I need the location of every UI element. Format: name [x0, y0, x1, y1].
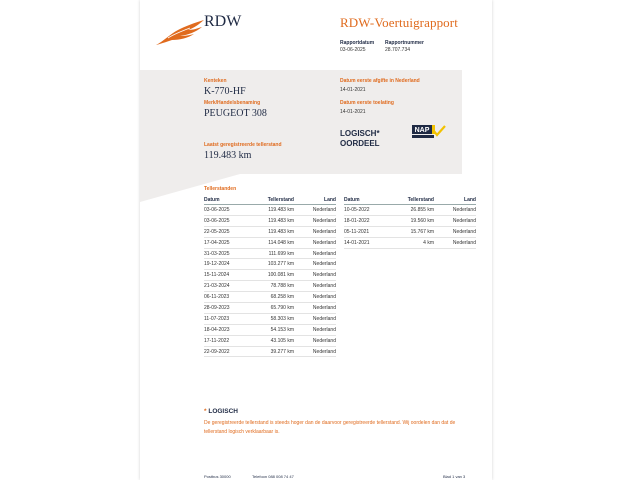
first-nl-label: Datum eerste afgifte in Nederland — [340, 78, 420, 84]
footer-postbus: Postbus 30000 — [204, 474, 231, 479]
table-row — [204, 205, 336, 216]
cell-km: 4 km — [392, 237, 434, 248]
cell-land: Nederland — [294, 226, 336, 237]
cell-date: 17-04-2025 — [204, 237, 252, 248]
col-date: Datum — [204, 195, 252, 205]
plate-value: K-770-HF — [204, 86, 246, 97]
footnote-asterisk: * — [204, 408, 207, 415]
first-admission-value: 14-01-2021 — [340, 109, 366, 115]
odometer-title: Tellerstanden — [204, 186, 237, 192]
cell-land: Nederland — [294, 346, 336, 357]
report-number-label: Rapportnummer — [385, 40, 424, 46]
verdict-line1: LOGISCH* — [340, 129, 380, 138]
report-page — [140, 0, 492, 480]
table-row — [204, 313, 336, 324]
cell-date: 11-07-2023 — [204, 313, 252, 324]
cell-km: 43.105 km — [252, 335, 294, 346]
report-date-label: Rapportdatum — [340, 40, 375, 46]
cell-land: Nederland — [434, 205, 476, 216]
plate-label: Kenteken — [204, 78, 227, 84]
report-title: RDW-Voertuigrapport — [340, 15, 458, 30]
cell-km: 119.483 km — [252, 205, 294, 216]
cell-land: Nederland — [294, 215, 336, 226]
vehicle-summary-band — [140, 70, 462, 174]
table-row — [204, 259, 336, 270]
first-admission-label: Datum eerste toelating — [340, 100, 394, 106]
footer-page: Blad 1 van 3 — [443, 474, 466, 479]
odometer-table-right — [344, 195, 476, 249]
cell-land: Nederland — [294, 335, 336, 346]
footnote-text: De geregistreerde tellerstand is steeds hoger dan de daarvoor geregistreerde tellerstand. Wij oordelen dan dat de tellerstand logisch verklaarbaar is. — [204, 420, 456, 435]
table-row — [204, 346, 336, 357]
cell-km: 26.855 km — [392, 205, 434, 216]
make-label: Merk/Handelsbenaming — [204, 100, 261, 106]
cell-date: 22-09-2022 — [204, 346, 252, 357]
cell-land: Nederland — [294, 270, 336, 281]
cell-land: Nederland — [294, 248, 336, 259]
table-row — [344, 237, 476, 248]
cell-km: 114.048 km — [252, 237, 294, 248]
table-header-row — [204, 195, 336, 205]
cell-date: 21-03-2024 — [204, 281, 252, 292]
footnote-title-text: LOGISCH — [208, 408, 238, 415]
cell-land: Nederland — [434, 226, 476, 237]
report-number: 28.707.734 — [385, 47, 411, 53]
cell-km: 19.560 km — [392, 215, 434, 226]
cell-date: 06-11-2023 — [204, 292, 252, 303]
nap-logo-text: NAP — [414, 127, 430, 134]
verdict — [340, 129, 380, 149]
cell-land: Nederland — [294, 324, 336, 335]
cell-km: 65.790 km — [252, 303, 294, 314]
cell-date: 17-11-2022 — [204, 335, 252, 346]
cell-land: Nederland — [434, 237, 476, 248]
cell-km: 39.277 km — [252, 346, 294, 357]
table-row — [204, 237, 336, 248]
cell-km: 15.767 km — [392, 226, 434, 237]
last-odometer-value: 119.483 km — [204, 150, 252, 161]
table-row — [344, 215, 476, 226]
cell-km: 58.303 km — [252, 313, 294, 324]
col-land: Land — [434, 195, 476, 205]
cell-land: Nederland — [294, 303, 336, 314]
cell-land: Nederland — [294, 259, 336, 270]
cell-date: 18-01-2022 — [344, 215, 392, 226]
cell-date: 10-05-2022 — [344, 205, 392, 216]
footnote-title — [204, 408, 238, 415]
nap-logo-icon — [412, 125, 446, 139]
cell-date: 15-11-2024 — [204, 270, 252, 281]
cell-date: 28-09-2023 — [204, 303, 252, 314]
table-row — [204, 324, 336, 335]
table-row — [344, 205, 476, 216]
cell-date: 22-05-2025 — [204, 226, 252, 237]
table-header-row — [344, 195, 476, 205]
table-row — [204, 248, 336, 259]
table-row — [204, 335, 336, 346]
last-odometer-label: Laatst geregistreerde tellerstand — [204, 142, 282, 148]
cell-land: Nederland — [294, 237, 336, 248]
brand-name: RDW — [204, 13, 242, 30]
col-km: Tellerstand — [392, 195, 434, 205]
cell-km: 119.483 km — [252, 215, 294, 226]
cell-date: 14-01-2021 — [344, 237, 392, 248]
cell-date: 03-06-2025 — [204, 205, 252, 216]
cell-km: 103.277 km — [252, 259, 294, 270]
cell-km: 54.153 km — [252, 324, 294, 335]
cell-km: 100.081 km — [252, 270, 294, 281]
cell-land: Nederland — [294, 281, 336, 292]
cell-land: Nederland — [294, 292, 336, 303]
first-nl-value: 14-01-2021 — [340, 87, 366, 93]
table-row — [204, 215, 336, 226]
cell-land: Nederland — [434, 215, 476, 226]
cell-km: 119.483 km — [252, 226, 294, 237]
make-value: PEUGEOT 308 — [204, 108, 267, 119]
cell-date: 31-03-2025 — [204, 248, 252, 259]
verdict-line2: OORDEEL — [340, 139, 380, 148]
cell-date: 19-12-2024 — [204, 259, 252, 270]
cell-km: 68.258 km — [252, 292, 294, 303]
col-land: Land — [294, 195, 336, 205]
cell-land: Nederland — [294, 313, 336, 324]
report-date: 03-06-2025 — [340, 47, 366, 53]
rdw-logo-icon — [154, 18, 206, 48]
cell-land: Nederland — [294, 205, 336, 216]
footer-phone: Telefoon 088 008 74 47 — [252, 474, 294, 479]
col-date: Datum — [344, 195, 392, 205]
col-km: Tellerstand — [252, 195, 294, 205]
cell-km: 111.699 km — [252, 248, 294, 259]
table-row — [204, 226, 336, 237]
table-row — [204, 281, 336, 292]
cell-date: 18-04-2023 — [204, 324, 252, 335]
table-row — [204, 303, 336, 314]
cell-date: 05-11-2021 — [344, 226, 392, 237]
table-row — [204, 270, 336, 281]
odometer-table-left — [204, 195, 336, 357]
cell-date: 03-06-2025 — [204, 215, 252, 226]
table-row — [204, 292, 336, 303]
table-row — [344, 226, 476, 237]
cell-km: 78.788 km — [252, 281, 294, 292]
